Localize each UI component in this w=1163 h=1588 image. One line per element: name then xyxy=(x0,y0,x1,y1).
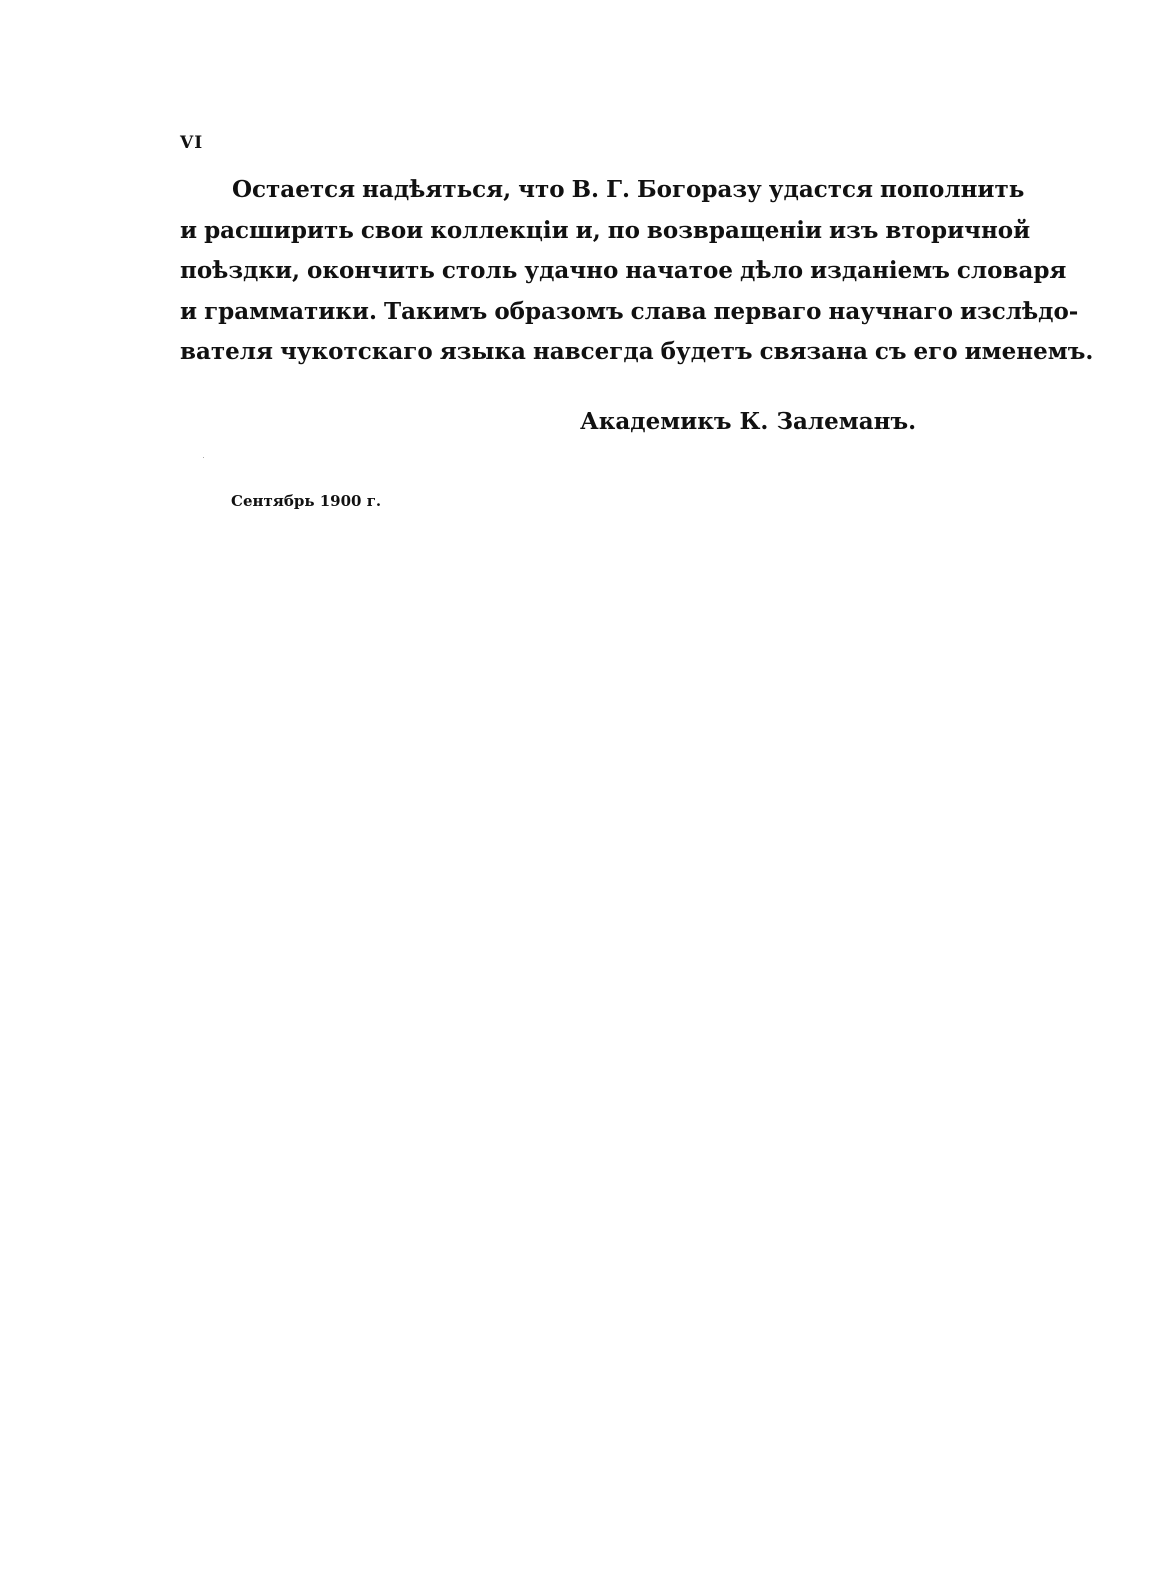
scan-speck xyxy=(203,457,204,458)
paragraph-line: поѣздки, окончить столь удачно начатое дѣло изданіемъ словаря xyxy=(180,257,1067,284)
body-paragraph xyxy=(180,170,1094,373)
paragraph-line: Остается надѣяться, что В. Г. Богоразу удастся пополнить xyxy=(232,176,1025,203)
date-line: Сентябрь 1900 г. xyxy=(231,492,382,510)
paragraph-line: вателя чукотскаго языка навсегда будетъ связана съ его именемъ. xyxy=(180,338,1094,365)
paragraph-line: и расширить свои коллекціи и, по возвращеніи изъ вторичной xyxy=(180,216,1031,244)
page-number: VI xyxy=(180,133,204,153)
author-signature: Академикъ К. Залеманъ. xyxy=(580,408,917,435)
paragraph-line: и грамматики. Такимъ образомъ слава перваго научнаго изслѣдо- xyxy=(180,297,1079,325)
